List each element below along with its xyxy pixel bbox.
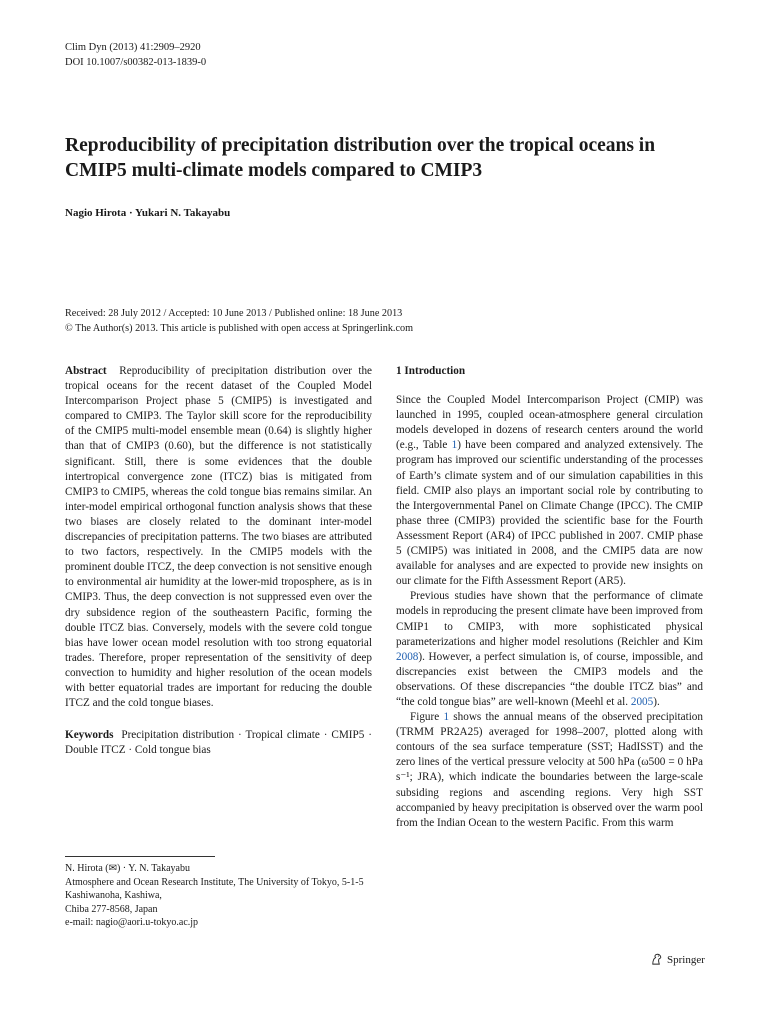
ref-meehl-link[interactable]: 2005 (630, 695, 654, 708)
intro-p1-text-a: Since the Coupled Model Intercomparison Project (CMIP) was launched in 1995, coupled ocean-atmosphere general circulation models developed in dozens of research centers around the world (e.g., Table (396, 394, 703, 452)
footnote-divider (65, 856, 215, 857)
author-footnote (65, 862, 372, 930)
intro-p3-text-b: shows the annual means of the observed precipitation (TRMM PR2A25) averaged for 1998–2007, plotted along with contours of the sea surface temperature (SST; HadISST) and the zero lines of the vertical pressure velocity at 500 hPa (ω500 = 0 hPa s⁻¹; JRA), which indicate the boundaries between the large-scale subsiding regions and ascending regions. Very high SST accompanied by heavy precipitation is observed over the warm pool from the Indian Ocean to the western Pacific. From this warm (396, 711, 703, 829)
intro-paragraph-3 (396, 710, 703, 831)
footnote-city: Chiba 277-8568, Japan (65, 903, 158, 915)
abstract-label: Abstract (65, 365, 107, 377)
publication-dates (65, 306, 413, 336)
keywords-label: Keywords (65, 729, 114, 742)
left-column (65, 364, 372, 758)
figure-1-link[interactable]: 1 (443, 711, 450, 724)
intro-paragraph-2 (396, 589, 703, 710)
intro-p2-text-b: ). However, a perfect simulation is, of course, impossible, and discrepancies exist between the CMIP3 models and the observations. Of these discrepancies “the double ITCZ bias” and “the cold tongue bias” are well-known (Meehl et al. (396, 650, 703, 708)
section-heading-introduction: 1 Introduction (396, 365, 466, 377)
abstract-text: Reproducibility of precipitation distribution over the tropical oceans for the recent dataset of the Coupled Model Intercomparison Project phase 5 (CMIP5) is investigated and compared to CMIP3. The Taylor skill score for the reproducibility of the CMIP5 multi-model ensemble mean (0.64) is slightly higher than that of CMIP3 (0.60), but the difference is not statistically significant. Still, there is some evidences that the double intertropical convergence zone (ITCZ) bias is mitigated from CMIP3 to CMIP5, whereas the cold tongue bias remains similar. An inter-model empirical orthogonal function analysis shows that these two biases are closely related to the dominant inter-model discrepancies of precipitation patterns. The two biases are attributed to two factors, respectively. In the CMIP5 models with the prominent double ITCZ, the deep convection is not sensitive enough to environmental air humidity at the lower-mid troposphere, as is in CMIP3. Thus, the deep convection is not suppressed even over the dry subsidence region of the southeastern Pacific, forming the double ITCZ bias. Conversely, models with the severe cold tongue bias have lower ocean model resolution with too strong equatorial trades. Therefore, proper representation of the sensitivity of deep convection to humidity and higher resolution of the ocean models with better equatorial trades are important for reducing the double ITCZ and the cold tongue biases. (65, 365, 373, 710)
springer-horse-icon (650, 953, 663, 966)
authors: Nagio Hirota · Yukari N. Takayabu (65, 207, 231, 219)
footnote-email[interactable]: e-mail: nagio@aori.u-tokyo.ac.jp (65, 917, 199, 929)
right-column (396, 364, 703, 831)
journal-meta (65, 40, 206, 70)
dates-line: Received: 28 July 2012 / Accepted: 10 June 2013 / Published online: 18 June 2013 (65, 308, 403, 319)
publisher-logo (650, 953, 705, 966)
abstract (65, 364, 372, 711)
footnote-names: N. Hirota (✉) · Y. N. Takayabu (65, 863, 190, 874)
intro-paragraph-1 (396, 393, 703, 589)
ref-reichler-kim-link[interactable]: 2008 (396, 650, 419, 663)
keywords-text: Precipitation distribution · Tropical climate · CMIP5 · Double ITCZ · Cold tongue bias (65, 729, 373, 757)
table-1-link[interactable]: 1 (451, 439, 458, 452)
doi[interactable]: DOI 10.1007/s00382-013-1839-0 (65, 57, 207, 68)
keywords (65, 728, 372, 758)
springer-wordmark: Springer (667, 953, 705, 966)
copyright-line: © The Author(s) 2013. This article is published with open access at Springerlink.com (65, 323, 414, 334)
footnote-affiliation: Atmosphere and Ocean Research Institute, The University of Tokyo, 5-1-5 Kashiwanoha, Kashiwa, (65, 876, 364, 902)
journal-citation: Clim Dyn (2013) 41:2909–2920 (65, 42, 201, 53)
intro-p2-text-a: Previous studies have shown that the performance of climate models in reproducing the present climate have been improved from CMIP1 to CMIP3, with more sophisticated physical parameterizations and higher model resolutions (Reichler and Kim (396, 590, 703, 648)
paper-title: Reproducibility of precipitation distribution over the tropical oceans in CMIP5 multi-climate models compared to CMIP3 (65, 135, 656, 181)
intro-p1-text-b: ) have been compared and analyzed extensively. The program has improved our scientific understanding of the processes of Earth’s climate system and of our simulation capabilities in this field. CMIP also plays an important social role by contributing to the Intergovernmental Panel on Climate Change (IPCC). The CMIP phase three (CMIP3) provided the scientific base for the Fourth Assessment Report (AR4) of IPCC published in 2007. CMIP phase 5 (CMIP5) was initiated in 2008, and the CMIP5 data are now available for analyses and are expected to provide new insights on our climate for the Fifth Assessment Report (AR5). (396, 439, 703, 588)
intro-p3-text-a: Figure (410, 711, 444, 724)
intro-p2-text-c: ). (653, 695, 660, 708)
